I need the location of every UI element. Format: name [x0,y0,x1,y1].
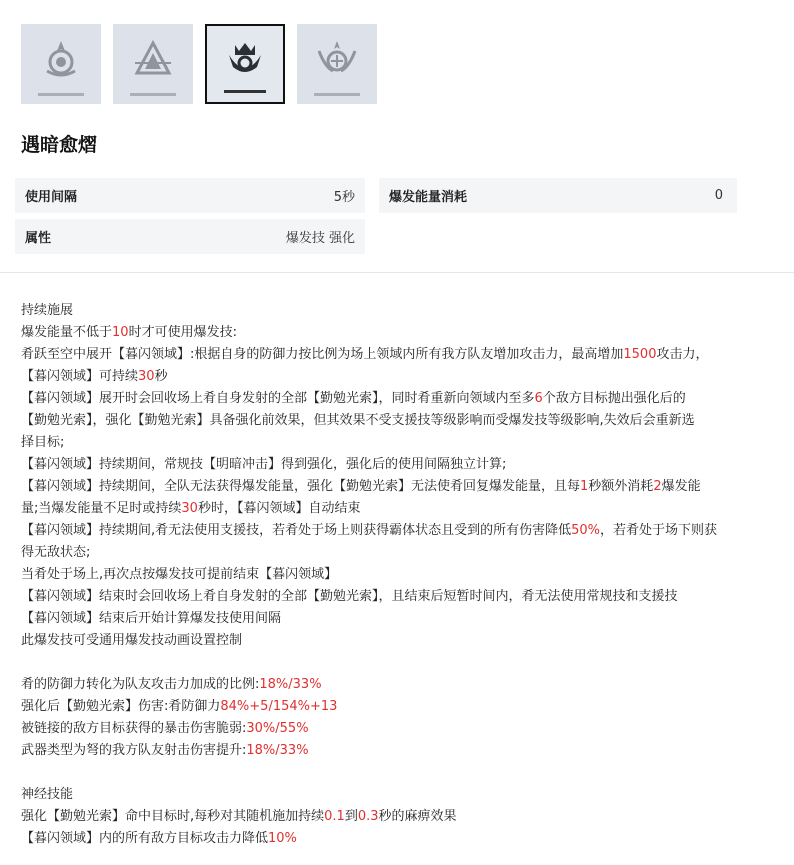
description-line [21,630,781,652]
stat-interval-value: 5秒 [333,190,355,205]
description-line [21,806,781,828]
description-line [21,366,781,388]
highlight-value: 30 [138,369,155,384]
highlight-value: 30 [181,501,198,516]
skill-tab-3[interactable] [205,24,285,104]
highlight-value: 10 [112,325,129,340]
description-text: 【暮闪领域】可持续 [21,369,139,384]
stat-energy-value: 0 [714,188,723,203]
description-text: 秒额外消耗 [588,479,654,494]
description-line [21,454,781,476]
stat-attribute [15,219,365,254]
description-line [21,322,781,344]
tab-indicator [224,90,266,93]
description-line [21,784,781,806]
description-text: 个敌方目标抛出强化后的 [542,391,686,406]
description-text: 【勤勉光索】，强化【勤勉光索】具备强化前效果，但其效果不受支援技等级影响而受爆发技等级影响,失效后会重新选 [21,413,695,428]
description-line [21,344,781,366]
highlight-value: 6 [534,391,543,406]
highlight-value: 1 [580,479,589,494]
description-line [21,828,781,850]
highlight-value: 0.3 [357,809,379,824]
description-text: 此爆发技可受通用爆发技动画设置控制 [21,633,243,648]
description-line [21,608,781,630]
skill-stats [15,178,781,260]
highlight-value: 18%/33% [259,677,322,692]
description-text: 持续施展 [21,303,74,318]
description-line [21,300,781,322]
description-text: 神经技能 [21,787,74,802]
description-line [21,542,781,564]
highlight-value: 84%+5/154%+13 [220,699,338,714]
description-text: 攻击力， [656,347,709,362]
crowned-crest-icon [223,37,267,81]
description-text: 肴的防御力转化为队友攻击力加成的比例: [21,677,260,692]
tab-indicator [314,93,360,96]
description-text: 爆发能量不低于 [21,325,113,340]
description-line [21,432,781,454]
highlight-value: 18%/33% [246,743,309,758]
description-text: 择目标; [21,435,65,450]
description-text: 【暮闪领域】持续期间,肴无法使用支援技，若肴处于场上则获得霸体状态且受到的所有伤害降低 [21,523,572,538]
description-text: 【暮闪领域】内的所有敌方目标攻击力降低 [21,831,269,846]
skill-tab-2[interactable] [113,24,193,104]
stat-interval [15,178,365,213]
description-line [21,564,781,586]
paragraph-gap [21,652,781,674]
stat-attribute-value: 爆发技 强化 [285,231,355,246]
description-line [21,674,781,696]
description-line [21,740,781,762]
description-text: 【暮闪领域】结束时会回收场上肴自身发射的全部【勤勉光索】，且结束后短暂时间内，肴无法使用常规技和支援技 [21,589,678,604]
description-line [21,520,781,542]
highlight-value: 0.1 [324,809,345,824]
description-line [21,388,781,410]
description-text: 得无敌状态; [21,545,91,560]
skill-tab-4[interactable] [297,24,377,104]
stat-attribute-label: 属性 [25,231,52,246]
description-text: 被链接的敌方目标获得的暴击伤害脆弱: [21,721,247,736]
description-text: 【暮闪领域】持续期间，常规技【明暗冲击】得到强化，强化后的使用间隔独立计算; [21,457,507,472]
description-text: 秒时，【暮闪领域】自动结束 [197,501,361,516]
description-line [21,696,781,718]
highlight-value: 1500 [623,347,657,362]
description-text: 强化【勤勉光索】命中目标时,每秒对其随机施加持续 [21,809,325,824]
burst-ring-icon [39,37,83,81]
highlight-value: 50% [571,523,601,538]
stat-energy-label: 爆发能量消耗 [389,190,468,205]
skill-description [21,300,781,850]
description-text: 时才可使用爆发技: [128,325,237,340]
divider [0,272,794,273]
skill-tab-1[interactable] [21,24,101,104]
description-text: 【暮闪领域】展开时会回收场上肴自身发射的全部【勤勉光索】，同时肴重新向领域内至多 [21,391,535,406]
description-text: 爆发能 [661,479,701,494]
description-line [21,586,781,608]
description-text: 【暮闪领域】持续期间，全队无法获得爆发能量，强化【勤勉光索】无法使肴回复爆发能量，且每 [21,479,581,494]
triangle-emblem-icon [131,37,175,81]
description-line [21,476,781,498]
description-text: 秒的麻痹效果 [378,809,457,824]
description-text: 肴跃至空中展开【暮闪领域】:根据自身的防御力按比例为场上领域内所有我方队友增加攻击力，最高增加 [21,347,624,362]
highlight-value: 2 [653,479,662,494]
description-text: 秒 [154,369,168,384]
skill-tabs [21,24,377,104]
description-text: 武器类型为弩的我方队友射击伤害提升: [21,743,247,758]
stat-energy [379,178,737,213]
description-text: 强化后【勤勉光索】伤害:肴防御力 [21,699,221,714]
highlight-value: 10% [268,831,297,846]
description-line [21,410,781,432]
tab-indicator [38,93,84,96]
description-text: 当肴处于场上,再次点按爆发技可提前结束【暮闪领域】 [21,567,338,582]
winged-orb-icon [315,37,359,81]
description-text: ，若肴处于场下则获 [600,523,718,538]
description-text: 【暮闪领域】结束后开始计算爆发技使用间隔 [21,611,282,626]
description-text: 到 [344,809,358,824]
tab-indicator [130,93,176,96]
description-line [21,498,781,520]
paragraph-gap [21,762,781,784]
skill-title: 遇暗愈熠 [21,134,98,156]
description-text: 量;当爆发能量不足时或持续 [21,501,182,516]
highlight-value: 30%/55% [246,721,309,736]
stat-interval-label: 使用间隔 [25,190,78,205]
description-line [21,718,781,740]
